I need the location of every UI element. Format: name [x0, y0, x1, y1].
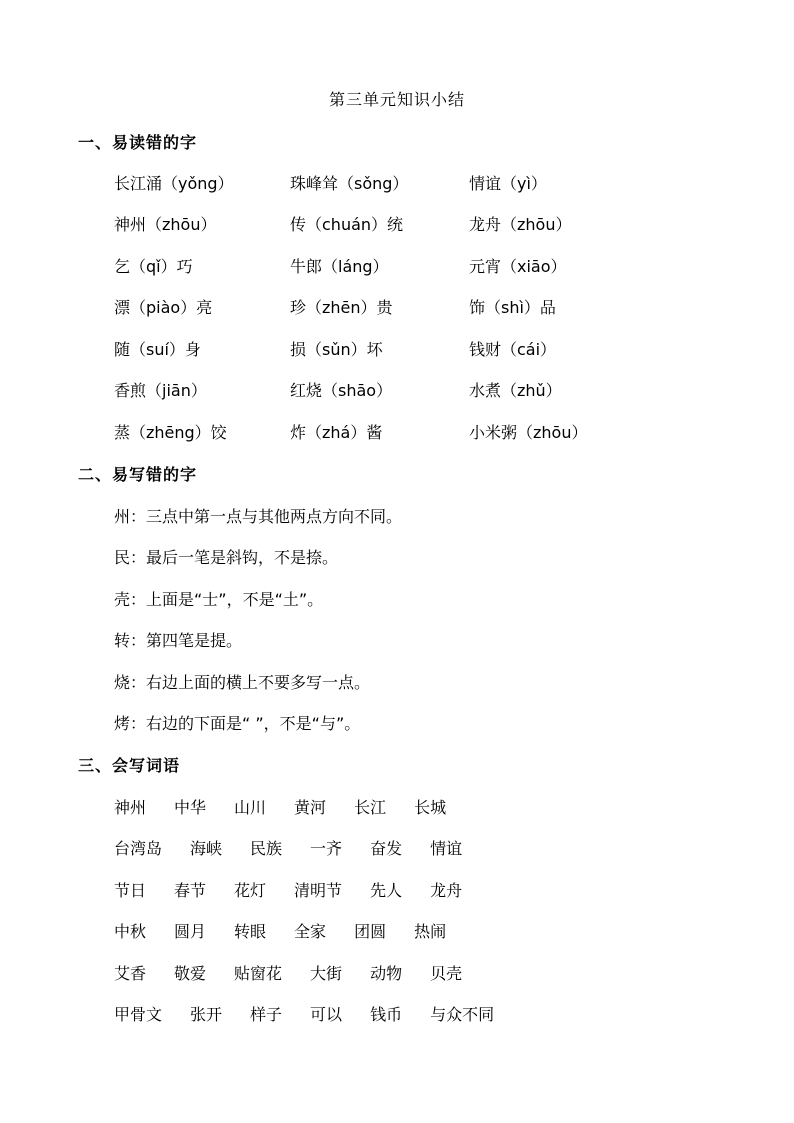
word-item: 神州	[114, 798, 147, 817]
writing-note: 州：三点中第一点与其他两点方向不同。	[114, 507, 403, 526]
word-item: 中秋	[114, 922, 147, 941]
word-row	[114, 961, 490, 984]
word-row	[114, 836, 490, 859]
pinyin-item: 珍（zhēn）贵	[290, 298, 393, 317]
pinyin-item: 长江涌（yǒng）	[114, 174, 234, 193]
pinyin-item: 随（suí）身	[114, 340, 201, 359]
pinyin-item: 龙舟（zhōu）	[469, 215, 572, 234]
word-item: 可以	[310, 1005, 343, 1024]
word-item: 团圆	[354, 922, 387, 941]
word-item: 敬爱	[174, 964, 207, 983]
pinyin-item: 蒸（zhēng）饺	[114, 423, 227, 442]
word-row	[114, 878, 490, 901]
pinyin-item: 漂（piào）亮	[114, 298, 213, 317]
word-item: 全家	[294, 922, 327, 941]
word-item: 长城	[414, 798, 447, 817]
writing-note: 民：最后一笔是斜钩，不是捺。	[114, 548, 339, 567]
writing-note: 烧：右边上面的横上不要多写一点。	[114, 673, 371, 692]
word-item: 山川	[234, 798, 267, 817]
word-item: 大街	[310, 964, 343, 983]
word-row	[114, 795, 474, 818]
word-item: 转眼	[234, 922, 267, 941]
word-item: 钱币	[370, 1005, 403, 1024]
pinyin-item: 炸（zhá）酱	[290, 423, 383, 442]
word-item: 奋发	[370, 839, 403, 858]
pinyin-item: 香煎（jiān）	[114, 381, 207, 400]
pinyin-item: 牛郎（láng）	[290, 257, 389, 276]
word-item: 民族	[250, 839, 283, 858]
pinyin-item: 情谊（yì）	[469, 174, 547, 193]
pinyin-item: 水煮（zhǔ）	[469, 381, 562, 400]
pinyin-item: 钱财（cái）	[469, 340, 557, 359]
word-row	[114, 1002, 522, 1025]
pinyin-item: 传（chuán）统	[290, 215, 404, 234]
pinyin-item: 红烧（shāo）	[290, 381, 393, 400]
word-item: 中华	[174, 798, 207, 817]
pinyin-item: 乞（qǐ）巧	[114, 257, 193, 276]
word-item: 花灯	[234, 881, 267, 900]
word-item: 贝壳	[430, 964, 463, 983]
word-item: 春节	[174, 881, 207, 900]
word-item: 样子	[250, 1005, 283, 1024]
section-heading-2: 二、易写错的字	[78, 465, 198, 484]
pinyin-item: 元宵（xiāo）	[469, 257, 567, 276]
word-item: 先人	[370, 881, 403, 900]
pinyin-item: 损（sǔn）坏	[290, 340, 383, 359]
word-item: 海峡	[190, 839, 223, 858]
writing-note: 转：第四笔是提。	[114, 631, 243, 650]
word-item: 龙舟	[430, 881, 463, 900]
word-item: 甲骨文	[114, 1005, 163, 1024]
word-item: 节日	[114, 881, 147, 900]
page-title: 第三单元知识小结	[328, 90, 465, 109]
word-item: 艾香	[114, 964, 147, 983]
word-item: 动物	[370, 964, 403, 983]
pinyin-item: 珠峰耸（sǒng）	[290, 174, 409, 193]
word-item: 与众不同	[430, 1005, 495, 1024]
word-item: 台湾岛	[114, 839, 163, 858]
word-item: 长江	[354, 798, 387, 817]
word-item: 清明节	[294, 881, 343, 900]
word-item: 黄河	[294, 798, 327, 817]
word-item: 情谊	[430, 839, 463, 858]
word-row	[114, 919, 474, 942]
word-item: 热闹	[414, 922, 447, 941]
word-item: 贴窗花	[234, 964, 283, 983]
word-item: 一齐	[310, 839, 343, 858]
section-heading-3: 三、会写词语	[78, 756, 181, 775]
pinyin-item: 小米粥（zhōu）	[469, 423, 588, 442]
writing-note: 壳：上面是“士”，不是“土”。	[114, 590, 324, 609]
section-heading-1: 一、易读错的字	[78, 133, 198, 152]
word-item: 圆月	[174, 922, 207, 941]
word-item: 张开	[190, 1005, 223, 1024]
pinyin-item: 神州（zhōu）	[114, 215, 217, 234]
writing-note: 烤：右边的下面是“ ”，不是“与”。	[114, 714, 361, 733]
pinyin-item: 饰（shì）品	[469, 298, 556, 317]
